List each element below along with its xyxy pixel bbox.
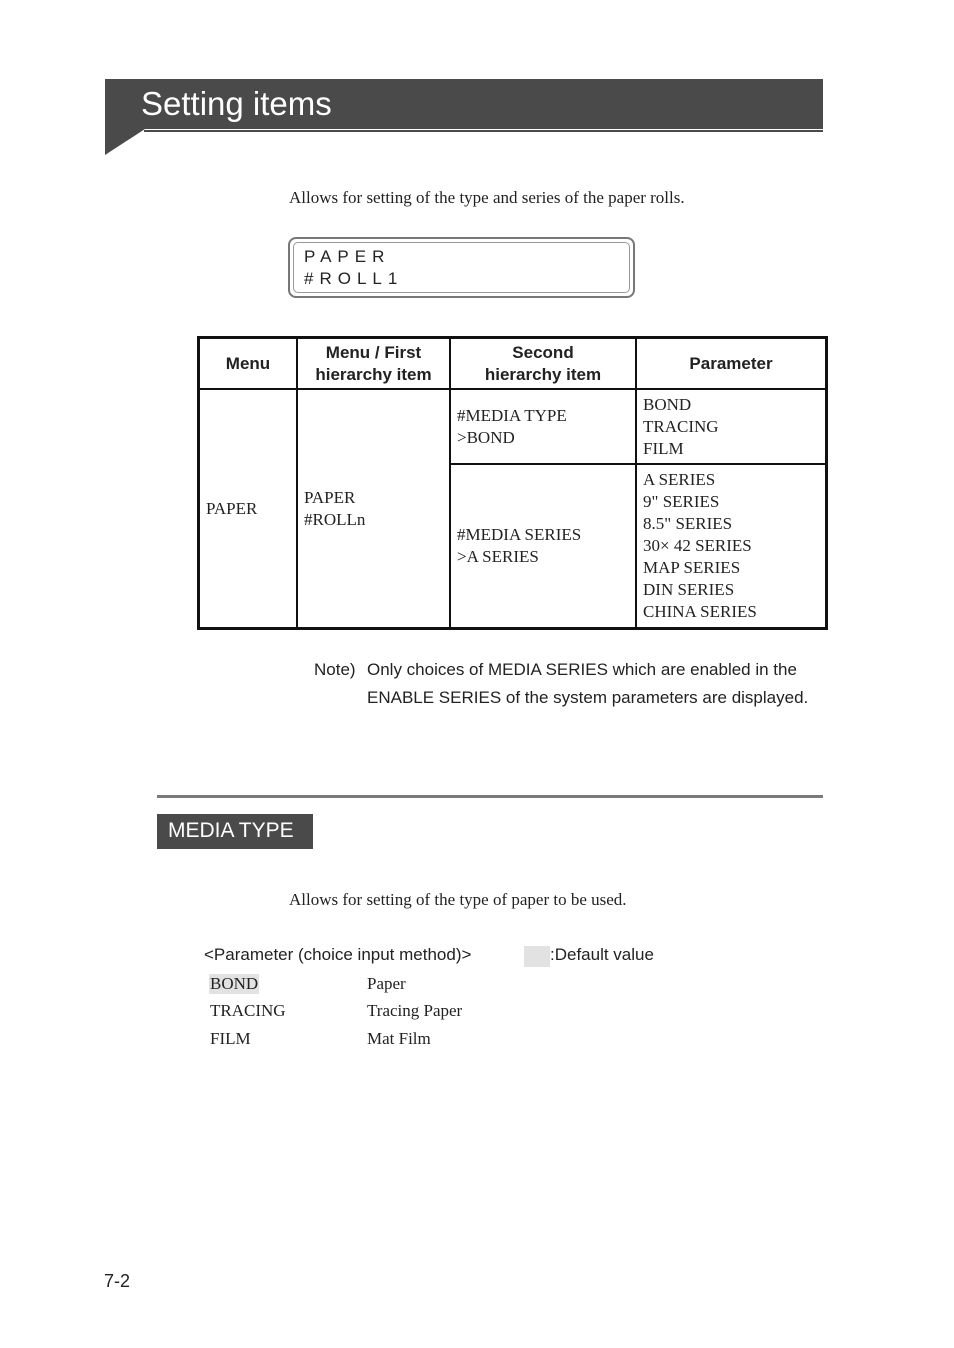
table-row (199, 389, 827, 464)
lcd-display (288, 237, 635, 298)
header-menu: Menu (199, 338, 298, 390)
note-label: Note) (314, 660, 356, 679)
note-text: Only choices of MEDIA SERIES which are enabled in the ENABLE SERIES of the system parameters are displayed. (367, 660, 809, 707)
cell-second-hierarchy: #MEDIA TYPE >BOND (450, 389, 636, 464)
cell-menu: PAPER (199, 389, 298, 629)
cell-parameter: A SERIES 9" SERIES 8.5" SERIES 30× 42 SERIES MAP SERIES DIN SERIES CHINA SERIES (636, 464, 827, 629)
page-number: 7-2 (104, 1271, 131, 1291)
intro-text: Allows for setting of the type and series of the paper rolls. (289, 188, 685, 207)
menu-table (197, 336, 828, 630)
default-value-swatch (524, 946, 550, 967)
section-intro-text: Allows for setting of the type of paper to be used. (289, 890, 627, 909)
section-heading-label: MEDIA TYPE (168, 819, 294, 842)
parameter-heading: <Parameter (choice input method)> (204, 945, 472, 964)
cell-parameter: BOND TRACING FILM (636, 389, 827, 464)
lcd-line-1: PAPER (304, 247, 391, 266)
cell-first-hierarchy: PAPER #ROLLn (297, 389, 450, 629)
param-description: Tracing Paper (367, 1001, 463, 1020)
page-title: Setting items (141, 85, 332, 122)
param-code: FILM (210, 1029, 251, 1048)
banner-corner (105, 129, 145, 155)
param-code: TRACING (210, 1001, 286, 1020)
param-code: BOND (210, 974, 259, 993)
header-parameter: Parameter (636, 338, 827, 390)
section-divider (157, 795, 823, 798)
param-description: Paper (367, 974, 406, 993)
default-value-label: :Default value (550, 945, 654, 964)
section-heading (157, 814, 313, 849)
table-header-row (199, 338, 827, 390)
param-description: Mat Film (367, 1029, 431, 1048)
header-second-hierarchy: Second hierarchy item (450, 338, 636, 390)
cell-second-hierarchy: #MEDIA SERIES >A SERIES (450, 464, 636, 629)
lcd-line-2: #ROLL1 (304, 269, 404, 288)
banner-rule (144, 130, 823, 132)
header-first-hierarchy: Menu / First hierarchy item (297, 338, 450, 390)
section-banner (105, 79, 823, 129)
